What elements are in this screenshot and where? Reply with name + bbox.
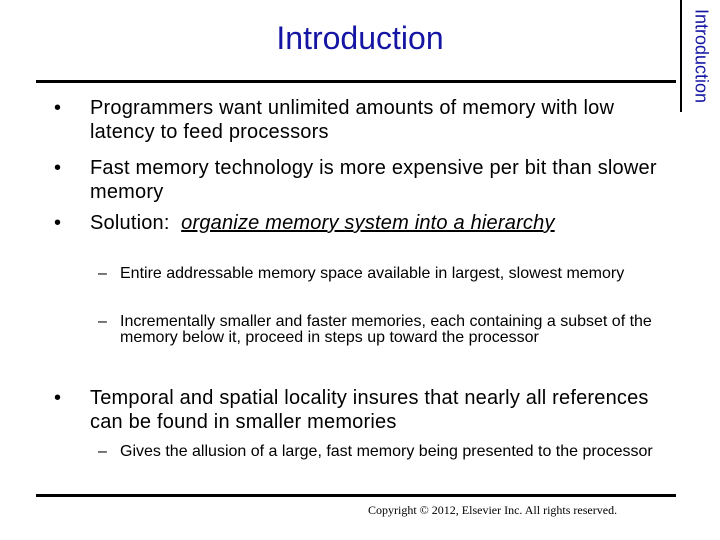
- bullet-marker: •: [54, 157, 62, 179]
- sub-bullet-marker: –: [98, 265, 107, 282]
- bullet-text: Programmers want unlimited amounts of memory with low latency to feed processors: [90, 97, 615, 143]
- bullet-text: [62, 211, 662, 235]
- sub-bullet-item: [98, 266, 658, 282]
- sub-bullet-text: Incrementally smaller and faster memories, each containing a subset of the memory below it, proceed in steps up toward the processor: [120, 313, 652, 346]
- side-section-label: [682, 0, 720, 112]
- sub-bullet-marker: –: [98, 313, 107, 330]
- footer-divider: [36, 494, 676, 497]
- bullet-marker: •: [54, 387, 62, 409]
- sub-bullet-marker: –: [98, 443, 107, 460]
- copyright-notice: Copyright © 2012, Elsevier Inc. All rights reserved.: [368, 503, 618, 517]
- sub-bullet-item: [98, 444, 658, 460]
- bullet-text: Fast memory technology is more expensive per bit than slower memory: [90, 157, 657, 203]
- bullet-item: [54, 211, 662, 235]
- slide-title: Introduction: [276, 20, 444, 56]
- bullet-marker: •: [54, 97, 62, 119]
- sub-bullet-text: Entire addressable memory space available in largest, slowest memory: [120, 265, 625, 282]
- side-section-label-text: Introduction: [691, 8, 712, 104]
- bullet-marker: •: [54, 212, 62, 234]
- bullet-emphasis: organize memory system into a hierarchy: [181, 212, 555, 234]
- sub-bullet-text: Gives the allusion of a large, fast memory being presented to the processor: [120, 443, 653, 460]
- bullet-prefix: Solution:: [90, 212, 182, 234]
- bullet-text: Temporal and spatial locality insures that nearly all references can be found in smaller memories: [90, 387, 649, 433]
- bullet-item: [54, 96, 662, 144]
- bullet-item: [54, 386, 662, 434]
- sub-bullet-item: [98, 314, 658, 346]
- title-divider: [36, 80, 676, 83]
- bullet-item: [54, 156, 662, 204]
